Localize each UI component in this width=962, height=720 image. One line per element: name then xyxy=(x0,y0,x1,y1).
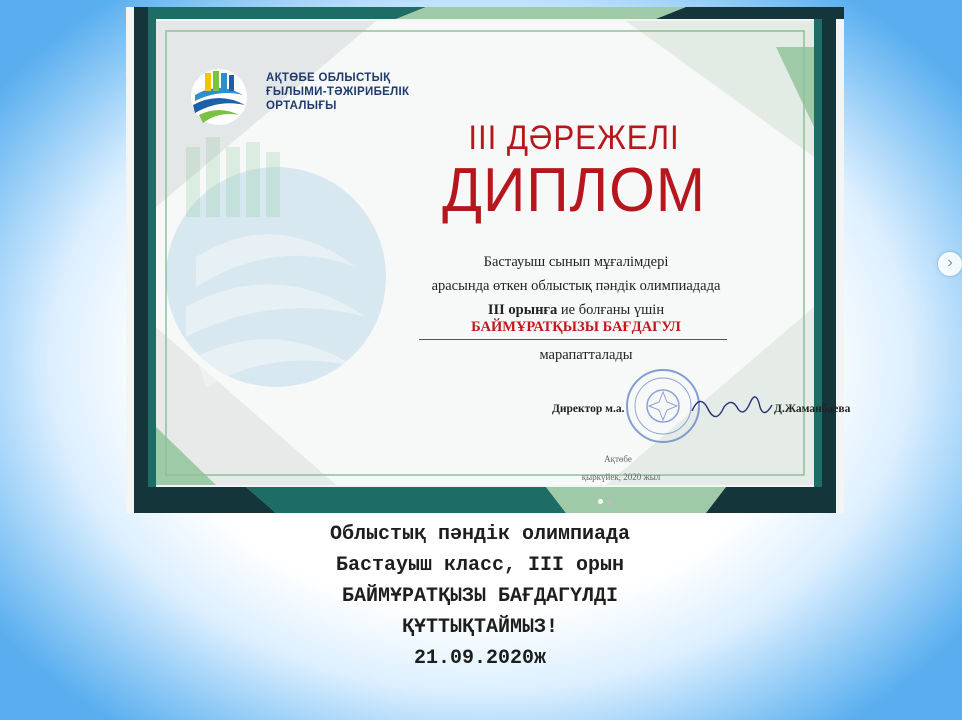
diploma-degree: III ДӘРЕЖЕЛІ xyxy=(468,119,680,157)
place-text: III орынға xyxy=(487,302,558,318)
org-line: ОРТАЛЫҒЫ xyxy=(266,100,337,112)
caption-line: Бастауыш класс, III орын xyxy=(335,554,625,577)
caption xyxy=(180,519,780,674)
director-name: Д.Жаманбаева xyxy=(774,403,851,415)
awarded-text: марапатталады xyxy=(539,347,633,363)
chevron-right-icon: › xyxy=(947,254,953,271)
body-line: Бастауыш сынып мұғалімдері xyxy=(483,254,669,270)
caption-line: Облыстық пәндік олимпиада xyxy=(329,523,631,546)
carousel-dot-active[interactable] xyxy=(598,499,603,504)
place-reason: ие болғаны үшін xyxy=(557,302,665,318)
director-label: Директор м.а. xyxy=(552,403,625,415)
diploma-title: ДИПЛОМ xyxy=(442,156,706,225)
issue-city: Ақтөбе xyxy=(604,454,632,464)
org-logo-icon xyxy=(189,65,249,129)
carousel-dots xyxy=(598,499,622,507)
caption-line: БАЙМҰРАТҚЫЗЫ БАҒДАГҮЛДІ xyxy=(341,585,619,608)
carousel-dot[interactable] xyxy=(607,499,612,504)
recipient-underline xyxy=(419,339,727,340)
body-line: арасында өткен облыстық пәндік олимпиадада xyxy=(431,278,721,294)
recipient-name: БАЙМҰРАТҚЫЗЫ БАҒДАГУЛ xyxy=(471,319,681,335)
caption-line: ҚҰТТЫҚТАЙМЫЗ! xyxy=(401,616,559,639)
signature-icon xyxy=(686,385,776,425)
carousel-next-button[interactable] xyxy=(938,252,962,276)
organization-name xyxy=(266,71,486,113)
org-line: ҒЫЛЫМИ-ТӘЖІРИБЕЛІК xyxy=(266,86,410,98)
caption-line: 21.09.2020ж xyxy=(413,647,547,670)
diploma-body xyxy=(376,250,776,322)
org-line: АҚТӨБЕ ОБЛЫСТЫҚ xyxy=(266,72,391,84)
certificate-photo xyxy=(126,7,953,513)
issue-date: қыркүйек, 2020 жыл xyxy=(581,472,661,482)
